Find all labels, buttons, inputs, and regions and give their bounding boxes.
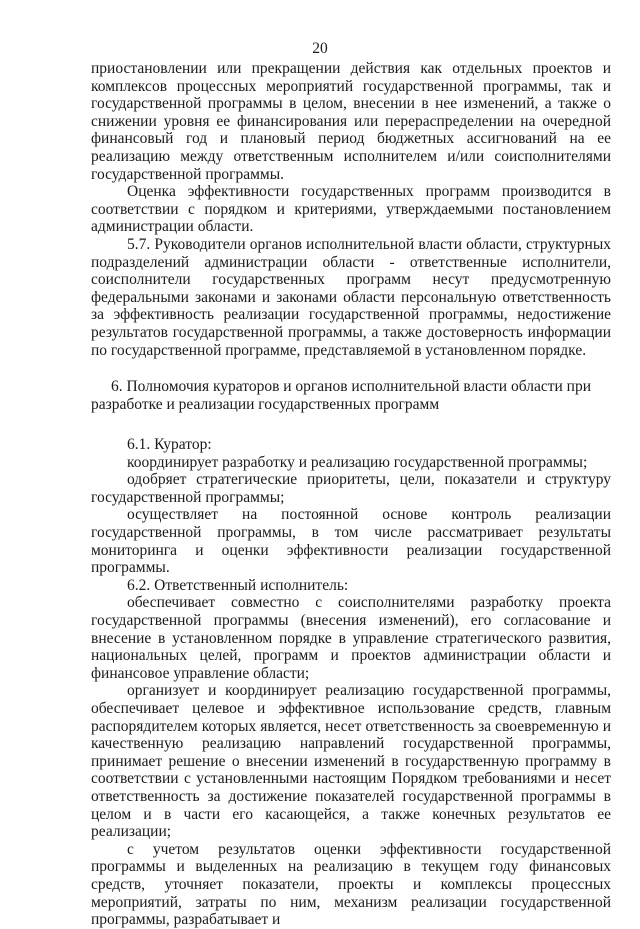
paragraph: приостановлении или прекращении действия как отдельных проектов и комплексов процессных мероприятий государственной программы, так и государственной программы в целом, внесении в нее изменений, а также о снижении уровня ее финансирования или перераспределении на очередной финансовый год и плановый период бюджетных ассигнований на ее реализацию между ответственным исполнителем и/или соисполнителями государственной программы.	[91, 60, 611, 183]
paragraph: 6.1. Куратор:	[127, 436, 212, 454]
paragraph: 5.7. Руководители органов исполнительной власти области, структурных подразделений администрации области - ответственные исполнители, соисполнители государственных программ несут предусмотренную федеральными законами и законами области персональную ответственность за эффективность реализации государственной программы, недостижение результатов государственной программы, а также достоверность информации по государственной программе, представляемой в установленном порядке.	[91, 235, 611, 359]
paragraph: одобряет стратегические приоритеты, цели, показатели и структуру государственной программы;	[91, 471, 611, 506]
paragraph: Оценка эффективности государственных программ производится в соответствии с порядком и критериями, утверждаемыми постановлением администрации области.	[91, 183, 611, 236]
paragraph: организует и координирует реализацию государственной программы, обеспечивает целевое и эффективное использование средств, главным распорядителем которых является, несет ответственность за своевременную и качественную реализацию направлений государственной программы, принимает решение о внесении изменений в государственную программу в соответствии с установленными настоящим Порядком требованиями и несет ответственность за достижение показателей государственной программы в целом и в части его касающейся, а также конечных результатов ее реализации;	[91, 682, 611, 841]
paragraph: 6.2. Ответственный исполнитель:	[127, 576, 349, 594]
paragraph: с учетом результатов оценки эффективности государственной программы и выделенных на реализацию в текущем году финансовых средств, уточняет показатели, проекты и комплексы процессных мероприятий, затраты по ним, механизм реализации государственной программы, разрабатывает и	[91, 840, 611, 929]
document-body	[91, 60, 611, 929]
section-heading: 6. Полномочия кураторов и органов исполнительной власти области при разработке и реализации государственных программ	[91, 378, 591, 414]
paragraph: обеспечивает совместно с соисполнителями разработку проекта государственной программы (внесения изменений), его согласование и внесение в установленном порядке в управление стратегического развития, национальных целей, программ и проектов администрации области и финансовое управление области;	[91, 594, 611, 682]
page-number: 20	[312, 40, 328, 57]
paragraph: осуществляет на постоянной основе контроль реализации государственной программы, в том числе рассматривает результаты мониторинга и оценки эффективности реализации государственной программы.	[91, 506, 611, 577]
paragraph: координирует разработку и реализацию государственной программы;	[127, 453, 588, 471]
